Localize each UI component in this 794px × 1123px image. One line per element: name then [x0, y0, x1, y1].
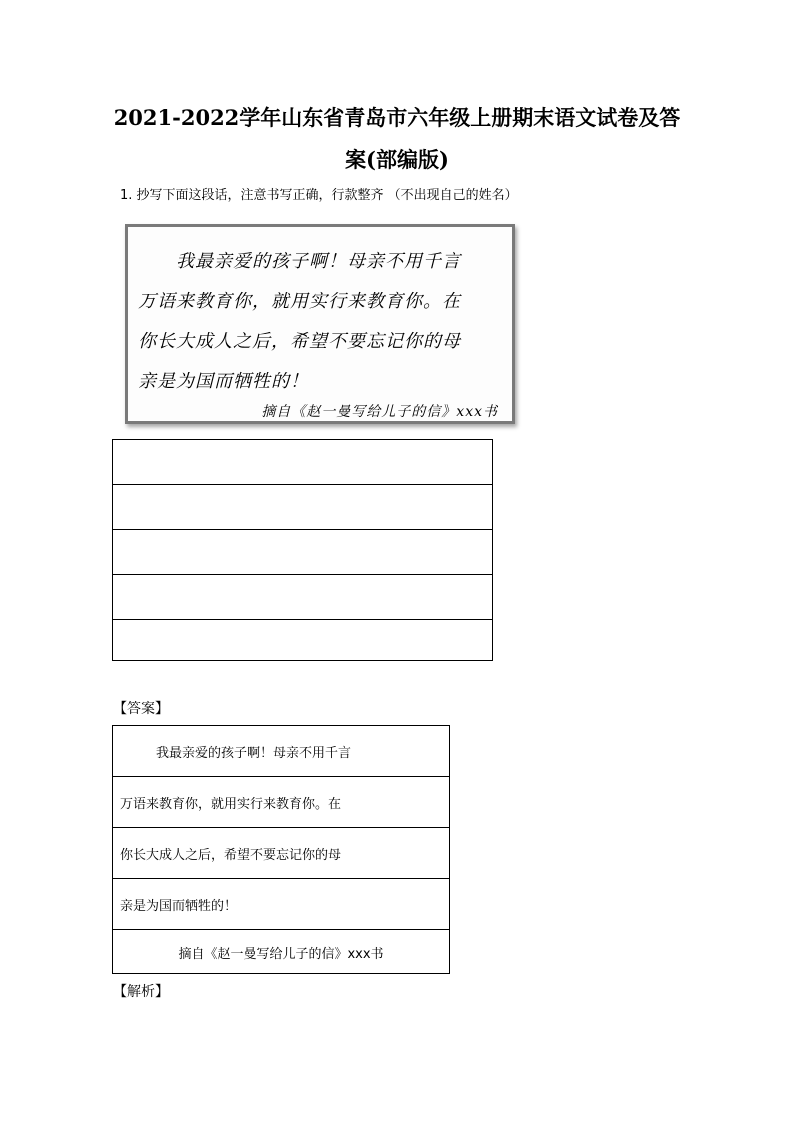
blank-writing-row[interactable] — [113, 485, 492, 530]
answer-row: 你长大成人之后，希望不要忘记你的母 — [113, 828, 449, 879]
answer-row-signature: 摘自《赵一曼写给儿子的信》xxx书 — [178, 947, 384, 962]
handwriting-line: 你长大成人之后，希望不要忘记你的母 — [138, 331, 461, 352]
document-title-line-1: 2021-2022学年山东省青岛市六年级上册期末语文试卷及答 — [113, 105, 681, 130]
blank-writing-row[interactable] — [113, 530, 492, 575]
blank-writing-row[interactable] — [113, 620, 492, 660]
answer-row: 我最亲爱的孩子啊！母亲不用千言 — [113, 726, 449, 777]
blank-writing-row[interactable] — [113, 575, 492, 620]
handwriting-line: 我最亲爱的孩子啊！母亲不用千言 — [176, 251, 461, 272]
analysis-label: 【解析】 — [113, 984, 169, 1000]
answer-grid — [112, 725, 450, 974]
copy-writing-grid — [112, 439, 493, 661]
answer-row: 亲是为国而牺牲的！ — [113, 879, 449, 930]
question-1-prompt: 1. 抄写下面这段话，注意书写正确，行款整齐 （不出现自己的姓名） — [120, 188, 518, 203]
handwriting-sample-image — [125, 224, 515, 424]
answer-label: 【答案】 — [113, 701, 169, 717]
handwriting-signature: 摘自《赵一曼写给儿子的信》xxx书 — [261, 404, 498, 420]
handwriting-line: 万语来教育你，就用实行来教育你。在 — [138, 291, 461, 312]
answer-row: 万语来教育你，就用实行来教育你。在 — [113, 777, 449, 828]
handwriting-line: 亲是为国而牺牲的！ — [138, 371, 309, 392]
blank-writing-row[interactable] — [113, 440, 492, 485]
document-title-line-2: 案(部编版) — [345, 147, 449, 172]
